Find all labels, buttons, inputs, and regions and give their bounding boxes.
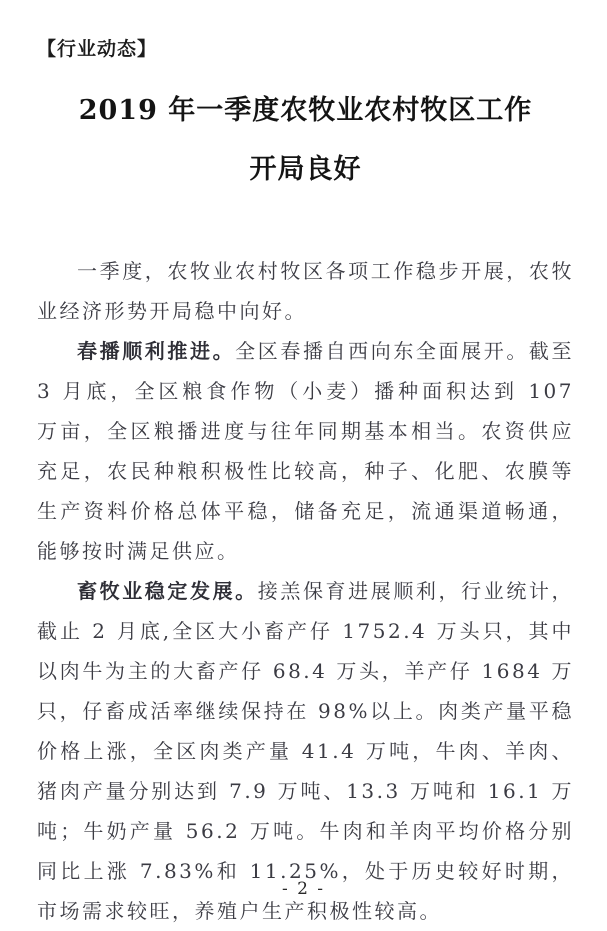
document-title-line-1: 2019 年一季度农牧业农村牧区工作 (78, 95, 533, 126)
paragraph-spring-sowing-text: 全区春播自西向东全面展开。截至 3 月底，全区粮食作物（小麦）播种面积达到 107 万亩，全区粮播进度与往年同期基本相当。农资供应充足，农民种粮积极性比较高，种子、化肥、农膜等生产资料价格总体平稳，储备充足，流通渠道畅通，能够按时满足供应。 (37, 339, 575, 563)
paragraph-animal-husbandry-lead: 畜牧业稳定发展。 (77, 579, 258, 603)
document-title (37, 81, 574, 199)
section-header: 【行业动态】 (37, 38, 158, 60)
document-body (37, 251, 574, 931)
paragraph-animal-husbandry-text: 接羔保育进展顺利，行业统计，截止 2 月底,全区大小畜产仔 1752.4 万头只，其中以肉牛为主的大畜产仔 68.4 万头，羊产仔 1684 万只，仔畜成活率继续保持在 98%以上。肉类产量平稳价格上涨，全区肉类产量 41.4 万吨，牛肉、羊肉、猪肉产量分别达到 7.9 万吨、13.3 万吨和 16.1 万吨；牛奶产量 56.2 万吨。牛肉和羊肉平均价格分别同比上涨 7.83%和 11.25%，处于历史较好时期，市场需求较旺，养殖户生产积极性较高。 (37, 579, 575, 923)
paragraph-overview (37, 251, 574, 331)
paragraph-spring-sowing (37, 331, 574, 571)
paragraph-spring-sowing-lead: 春播顺利推进。 (77, 339, 236, 363)
paragraph-animal-husbandry (37, 571, 574, 931)
paragraph-overview-text: 一季度，农牧业农村牧区各项工作稳步开展，农牧业经济形势开局稳中向好。 (37, 259, 574, 323)
document-title-line-2: 开局良好 (249, 154, 362, 185)
page-number: - 2 - (281, 879, 326, 899)
